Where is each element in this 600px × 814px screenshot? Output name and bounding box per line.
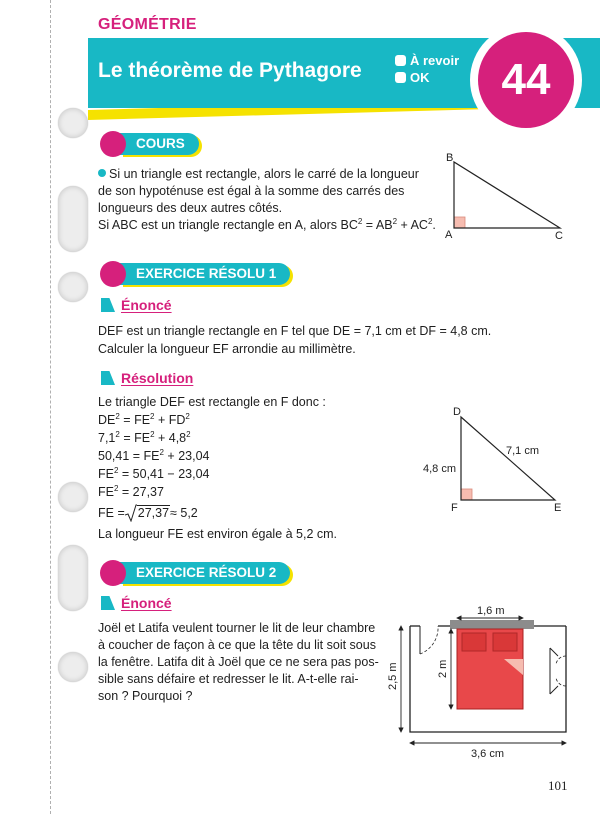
closet-swing-arc [556,678,566,686]
statement-line: son ? Pourquoi ? [98,689,193,703]
room-width-label: 3,6 cm [471,748,505,760]
subheading-enonce [101,297,172,313]
binder-hole [58,108,88,138]
page-number: 101 [548,778,568,793]
binder-hole [58,272,88,302]
triangle-def [461,417,555,500]
bed-length-label: 2 m [437,659,449,678]
chapter-number-badge: 44 [478,32,574,128]
pillow [493,633,517,651]
closet-door [550,686,558,694]
hypotenuse-length-label: 7,1 cm [506,445,540,457]
binder-slot [58,186,88,252]
tag-dot-icon [100,131,126,157]
window [450,620,534,629]
flag-icon [101,298,115,312]
closet-swing-arc [556,656,566,664]
section-tag-exercice-1 [100,263,290,285]
enonce-line: DEF est un triangle rectangle en F tel que DE = 7,1 cm et DF = 4,8 cm. [98,324,492,338]
closet-door [550,648,558,656]
statement-line: Joël et Latifa veulent tourner le lit de leur chambre [98,621,376,635]
triangle-abc-figure [440,150,570,242]
vertex-label-e: E [554,502,562,514]
pillow [462,633,486,651]
checkbox-square-icon[interactable] [395,72,406,83]
tag-dot-icon [100,560,126,586]
checkbox-revoir[interactable] [395,52,459,68]
tag-dot-icon [100,261,126,287]
triangle-def-figure [420,402,570,514]
vertex-label-d: D [453,406,461,418]
resolution-conclusion: La longueur FE est environ égale à 5,2 cm. [98,527,338,541]
vertex-label-c: C [555,230,563,242]
subheading-resolution [101,370,193,386]
binder-slot [58,545,88,611]
section-tag-label: EXERCICE RÉSOLU 2 [120,562,290,584]
subheading-label: Énoncé [121,595,172,611]
cours-formula-line: Si ABC est un triangle rectangle en A, alors $BC^2 = AB^2 + AC^2$. [98,217,436,232]
bedroom-plan-figure [380,598,580,763]
vertex-label-f: F [451,502,458,514]
statement-line: la fenêtre. Latifa dit à Joël que ce ne sera pas pos- [98,655,379,669]
right-angle-marker [461,489,472,500]
resolution-step: $FE^2 = 27,37$ [98,484,164,499]
resolution-step: $FE^2 = 50,41 - 23,04$ [98,466,210,481]
resolution-step: $50,41 = FE^2 + 23,04$ [98,448,210,463]
binder-hole [58,482,88,512]
binding-dashed-line [50,0,51,814]
side-length-label: 4,8 cm [423,463,457,475]
resolution-step: $7,1^2 = FE^2 + 4,8^2$ [98,430,191,445]
bed-width-label: 1,6 m [477,605,505,617]
subheading-enonce [101,595,172,611]
cours-paragraph: Si un triangle est rectangle, alors le carré de la longueur de son hypoténuse est égal à la somme des carrés des longueurs des deux autres côtés. [98,167,419,215]
right-angle-marker [454,217,465,228]
flag-icon [101,371,115,385]
vertex-label-a: A [445,229,453,241]
subheading-label: Énoncé [121,297,172,313]
resolution-intro: Le triangle DEF est rectangle en F donc : [98,395,326,409]
checkbox-ok-label: OK [410,69,430,85]
subheading-label: Résolution [121,370,194,386]
statement-line: à coucher de façon à ce que la tête du lit soit sous [98,638,376,652]
bullet-icon [98,169,106,177]
section-tag-cours [100,133,199,155]
binder-hole [58,652,88,682]
section-tag-label: EXERCICE RÉSOLU 1 [120,263,290,285]
page-title: Le théorème de Pythagore [98,59,362,82]
vertex-label-b: B [446,152,454,164]
door-swing-arc [420,626,438,654]
sqrt-icon [125,504,137,522]
section-tag-label: COURS [120,133,199,155]
exercice-2-statement [98,620,379,705]
flag-icon [101,596,115,610]
resolution-sqrt-step: FE = 27,37 ≈ 5,2 [98,506,198,520]
enonce-line: Calculer la longueur EF arrondie au millimètre. [98,342,356,356]
room-height-label: 2,5 m [387,662,399,690]
checkbox-revoir-label: À revoir [410,52,460,68]
checkbox-ok[interactable] [395,69,430,85]
triangle-abc [454,162,560,228]
section-tag-exercice-2 [100,562,290,584]
statement-line: sible sans défaire et redresser le lit. A-t-elle rai- [98,672,359,686]
topic-label: GÉOMÉTRIE [98,16,197,33]
checkbox-square-icon[interactable] [395,55,406,66]
resolution-step: $DE^2 = FE^2 + FD^2$ [98,412,190,427]
